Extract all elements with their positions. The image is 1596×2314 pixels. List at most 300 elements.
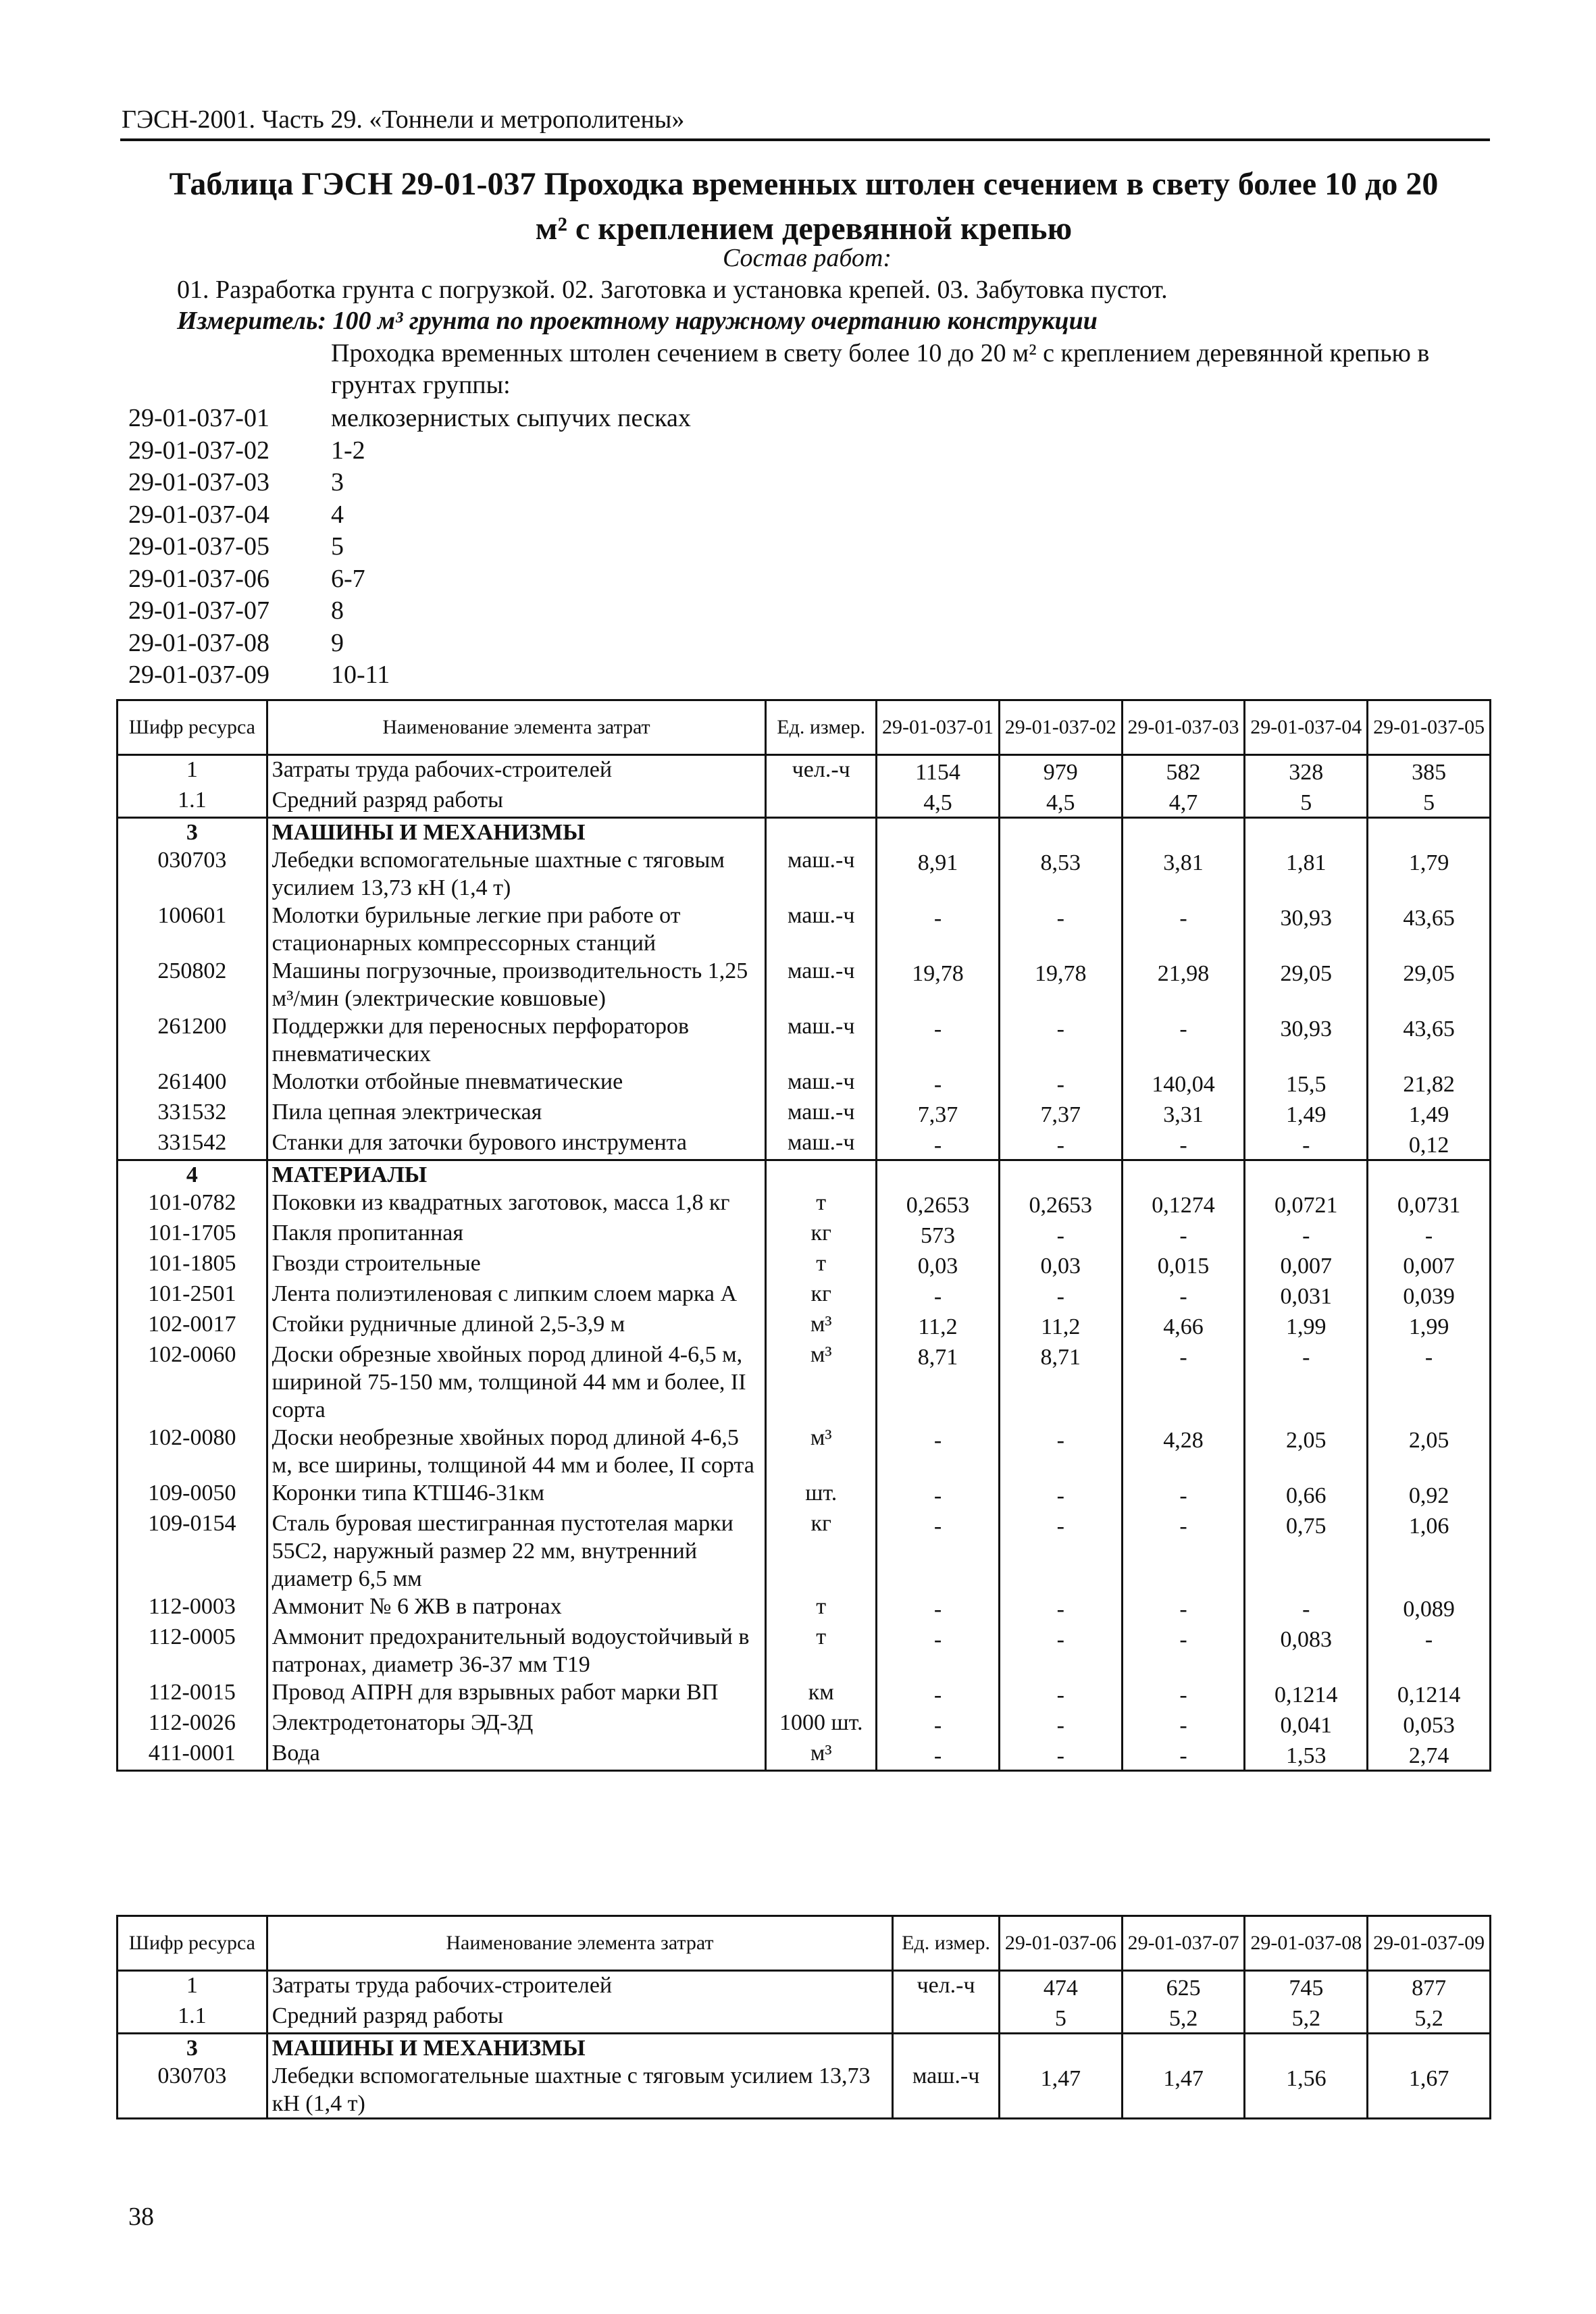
value-cell: - — [1122, 1280, 1245, 1310]
code-list-item — [128, 563, 691, 596]
code-number: 29-01-037-06 — [128, 564, 269, 593]
value-cell — [1245, 818, 1368, 847]
value-cell: 2,05 — [1245, 1424, 1368, 1479]
table-row — [118, 1160, 1491, 1189]
table-row — [118, 1250, 1491, 1280]
table-row — [118, 1424, 1491, 1479]
resource-table-1 — [116, 699, 1491, 1772]
resource-name: Машины погрузочные, производительность 1,25 м³/мин (электрические ковшовые) — [267, 957, 766, 1012]
unit — [893, 2002, 1000, 2034]
value-cell: - — [1122, 1623, 1245, 1678]
value-cell — [999, 2034, 1122, 2063]
unit: т — [766, 1593, 877, 1623]
value-cell: - — [1245, 1219, 1368, 1250]
unit: чел.-ч — [766, 755, 877, 787]
table-header-row — [118, 700, 1491, 755]
value-cell: 1,49 — [1368, 1098, 1491, 1129]
value-cell: - — [1245, 1129, 1368, 1160]
code-description: 8 — [331, 596, 344, 625]
value-cell: 4,5 — [877, 786, 1000, 818]
value-cell: - — [999, 1424, 1122, 1479]
code-description: 1-2 — [331, 436, 365, 465]
column-header: Наименование элемента затрат — [267, 1916, 892, 1971]
value-cell: 0,03 — [999, 1250, 1122, 1280]
value-cell: - — [1122, 902, 1245, 957]
resource-name: Аммонит № 6 ЖВ в патронах — [267, 1593, 766, 1623]
value-cell — [1122, 2034, 1245, 2063]
resource-name: Лебедки вспомогательные шахтные с тяговым усилием 13,73 кН (1,4 т) — [267, 846, 766, 902]
resource-code: 3 — [118, 818, 267, 847]
unit — [893, 2034, 1000, 2063]
value-cell: - — [1368, 1219, 1491, 1250]
value-cell: - — [877, 1623, 1000, 1678]
value-cell: 4,5 — [999, 786, 1122, 818]
value-cell: 4,28 — [1122, 1424, 1245, 1479]
value-cell — [1245, 1160, 1368, 1189]
code-list-item — [128, 435, 691, 467]
unit — [766, 786, 877, 818]
table-row — [118, 1479, 1491, 1510]
code-description: 4 — [331, 500, 344, 529]
value-cell: - — [877, 1129, 1000, 1160]
unit: м³ — [766, 1341, 877, 1424]
column-header: 29-01-037-09 — [1368, 1916, 1491, 1971]
resource-code: 102-0060 — [118, 1341, 267, 1424]
table-row — [118, 818, 1491, 847]
code-number: 29-01-037-04 — [128, 500, 269, 529]
value-cell: - — [1122, 1709, 1245, 1739]
value-cell: - — [877, 902, 1000, 957]
value-cell — [1122, 818, 1245, 847]
resource-code: 3 — [118, 2034, 267, 2063]
value-cell — [999, 818, 1122, 847]
value-cell: 0,015 — [1122, 1250, 1245, 1280]
resource-code: 1.1 — [118, 2002, 267, 2034]
resource-code: 100601 — [118, 902, 267, 957]
code-description: 6-7 — [331, 564, 365, 593]
value-cell: - — [1245, 1341, 1368, 1424]
table-row — [118, 1341, 1491, 1424]
table-header-row — [118, 1916, 1491, 1971]
header-rule — [120, 138, 1490, 141]
resource-name: Гвозди строительные — [267, 1250, 766, 1280]
table-row — [118, 1510, 1491, 1593]
table-row — [118, 1739, 1491, 1771]
code-description: 10-11 — [331, 661, 390, 689]
value-cell: 0,007 — [1368, 1250, 1491, 1280]
value-cell: - — [999, 1739, 1122, 1771]
value-cell: 1,56 — [1245, 2062, 1368, 2119]
resource-code: 112-0015 — [118, 1678, 267, 1709]
table-row — [118, 1129, 1491, 1160]
value-cell: 1,99 — [1368, 1310, 1491, 1341]
work-composition: 01. Разработка грунта с погрузкой. 02. Заготовка и установка крепей. 03. Забутовка пустот. — [177, 276, 1168, 304]
resource-code: 112-0026 — [118, 1709, 267, 1739]
resource-name: Электродетонаторы ЭД-ЗД — [267, 1709, 766, 1739]
value-cell: 0,0721 — [1245, 1189, 1368, 1219]
table-row — [118, 1280, 1491, 1310]
code-number: 29-01-037-05 — [128, 532, 269, 561]
table-row — [118, 1219, 1491, 1250]
table-row — [118, 1709, 1491, 1739]
resource-code: 250802 — [118, 957, 267, 1012]
value-cell: 8,71 — [877, 1341, 1000, 1424]
resource-name: Станки для заточки бурового инструмента — [267, 1129, 766, 1160]
work-composition-label: Состав работ: — [722, 244, 892, 272]
code-list-item — [128, 595, 691, 627]
resource-name: Молотки бурильные легкие при работе от стационарных компрессорных станций — [267, 902, 766, 957]
column-header: 29-01-037-07 — [1122, 1916, 1245, 1971]
resource-code: 112-0003 — [118, 1593, 267, 1623]
value-cell — [877, 1160, 1000, 1189]
value-cell: 1,99 — [1245, 1310, 1368, 1341]
unit: кг — [766, 1280, 877, 1310]
value-cell: - — [1122, 1593, 1245, 1623]
value-cell: 3,31 — [1122, 1098, 1245, 1129]
value-cell: 8,53 — [999, 846, 1122, 902]
unit: м³ — [766, 1310, 877, 1341]
column-header: 29-01-037-02 — [999, 700, 1122, 755]
value-cell: 4,66 — [1122, 1310, 1245, 1341]
unit: чел.-ч — [893, 1971, 1000, 2003]
value-cell: 1,49 — [1245, 1098, 1368, 1129]
value-cell: - — [999, 1623, 1122, 1678]
column-header: Наименование элемента затрат — [267, 700, 766, 755]
code-list-item — [128, 403, 691, 435]
value-cell: 19,78 — [999, 957, 1122, 1012]
value-cell: - — [999, 1510, 1122, 1593]
value-cell: 7,37 — [877, 1098, 1000, 1129]
table-title — [118, 162, 1489, 251]
value-cell — [999, 1160, 1122, 1189]
value-cell: - — [1245, 1593, 1368, 1623]
value-cell: 0,031 — [1245, 1280, 1368, 1310]
unit: маш.-ч — [766, 1012, 877, 1068]
page-number: 38 — [128, 2203, 154, 2231]
value-cell: - — [999, 1012, 1122, 1068]
resource-code: 411-0001 — [118, 1739, 267, 1771]
resource-name: Коронки типа КТШ46-31км — [267, 1479, 766, 1510]
resource-table-2 — [116, 1915, 1491, 2119]
table-row — [118, 1593, 1491, 1623]
resource-code: 109-0050 — [118, 1479, 267, 1510]
unit: т — [766, 1189, 877, 1219]
value-cell: 21,82 — [1368, 1068, 1491, 1098]
value-cell: - — [999, 902, 1122, 957]
unit: маш.-ч — [766, 902, 877, 957]
resource-code: 101-2501 — [118, 1280, 267, 1310]
value-cell: 5 — [1368, 786, 1491, 818]
value-cell: 0,083 — [1245, 1623, 1368, 1678]
value-cell: - — [1122, 1129, 1245, 1160]
code-description: 3 — [331, 468, 344, 496]
value-cell: - — [877, 1739, 1000, 1771]
unit: т — [766, 1250, 877, 1280]
resource-name: МАШИНЫ И МЕХАНИЗМЫ — [267, 2034, 892, 2063]
table-row — [118, 1012, 1491, 1068]
unit: маш.-ч — [766, 957, 877, 1012]
value-cell: - — [877, 1709, 1000, 1739]
table-row — [118, 2062, 1491, 2119]
table-row — [118, 1623, 1491, 1678]
value-cell: 30,93 — [1245, 902, 1368, 957]
value-cell: - — [1122, 1678, 1245, 1709]
resource-name: МАТЕРИАЛЫ — [267, 1160, 766, 1189]
value-cell: 7,37 — [999, 1098, 1122, 1129]
column-header: 29-01-037-04 — [1245, 700, 1368, 755]
table-row — [118, 957, 1491, 1012]
table-row — [118, 786, 1491, 818]
value-cell: 5,2 — [1245, 2002, 1368, 2034]
value-cell — [877, 818, 1000, 847]
value-cell: 745 — [1245, 1971, 1368, 2003]
resource-name: Доски обрезные хвойных пород длиной 4-6,5 м, шириной 75-150 мм, толщиной 44 мм и более, II сорта — [267, 1341, 766, 1424]
value-cell: - — [999, 1709, 1122, 1739]
resource-code: 030703 — [118, 2062, 267, 2119]
value-cell: 0,041 — [1245, 1709, 1368, 1739]
table-row — [118, 1971, 1491, 2003]
unit: маш.-ч — [766, 1129, 877, 1160]
value-cell: 19,78 — [877, 957, 1000, 1012]
value-cell: - — [999, 1479, 1122, 1510]
value-cell: 1,47 — [1122, 2062, 1245, 2119]
code-list-item — [128, 499, 691, 532]
value-cell: 328 — [1245, 755, 1368, 787]
value-cell: 0,75 — [1245, 1510, 1368, 1593]
unit: км — [766, 1678, 877, 1709]
value-cell: - — [877, 1424, 1000, 1479]
value-cell: - — [1122, 1739, 1245, 1771]
title-line-2: м² с креплением деревянной крепью — [535, 211, 1073, 247]
resource-name: Средний разряд работы — [267, 2002, 892, 2034]
resource-name: Провод АПРН для взрывных работ марки ВП — [267, 1678, 766, 1709]
code-list — [128, 403, 691, 692]
resource-name: Затраты труда рабочих-строителей — [267, 1971, 892, 2003]
code-list-item — [128, 467, 691, 499]
unit: маш.-ч — [893, 2062, 1000, 2119]
table-row — [118, 1310, 1491, 1341]
table-row — [118, 755, 1491, 787]
code-description: 5 — [331, 532, 344, 561]
code-list-item — [128, 531, 691, 563]
value-cell: 8,71 — [999, 1341, 1122, 1424]
value-cell: - — [1122, 1012, 1245, 1068]
unit: маш.-ч — [766, 1098, 877, 1129]
value-cell: 11,2 — [999, 1310, 1122, 1341]
code-number: 29-01-037-07 — [128, 596, 269, 625]
value-cell: 0,089 — [1368, 1593, 1491, 1623]
resource-code: 101-1705 — [118, 1219, 267, 1250]
column-header: 29-01-037-05 — [1368, 700, 1491, 755]
value-cell: 979 — [999, 755, 1122, 787]
table-row — [118, 1189, 1491, 1219]
resource-code: 1 — [118, 755, 267, 787]
value-cell: - — [877, 1068, 1000, 1098]
value-cell: - — [999, 1129, 1122, 1160]
value-cell: 1,06 — [1368, 1510, 1491, 1593]
value-cell: - — [999, 1678, 1122, 1709]
value-cell: 877 — [1368, 1971, 1491, 2003]
value-cell: 0,053 — [1368, 1709, 1491, 1739]
value-cell: 0,039 — [1368, 1280, 1491, 1310]
title-line-1: Таблица ГЭСН 29-01-037 Проходка временных штолен сечением в свету более 10 до 20 — [169, 166, 1439, 202]
value-cell — [1122, 1160, 1245, 1189]
value-cell: 1,47 — [999, 2062, 1122, 2119]
value-cell: 43,65 — [1368, 902, 1491, 957]
code-description: мелкозернистых сыпучих песках — [331, 404, 691, 432]
resource-code: 102-0017 — [118, 1310, 267, 1341]
intro-text: Проходка временных штолен сечением в свету более 10 до 20 м² с креплением деревянной крепью в грунтах группы: — [331, 339, 1430, 399]
value-cell: 385 — [1368, 755, 1491, 787]
table-row — [118, 846, 1491, 902]
value-cell: 140,04 — [1122, 1068, 1245, 1098]
resource-name: Средний разряд работы — [267, 786, 766, 818]
resource-name: Поковки из квадратных заготовок, масса 1,8 кг — [267, 1189, 766, 1219]
table-row — [118, 1098, 1491, 1129]
unit: маш.-ч — [766, 1068, 877, 1098]
column-header: 29-01-037-03 — [1122, 700, 1245, 755]
resource-code: 4 — [118, 1160, 267, 1189]
code-number: 29-01-037-01 — [128, 404, 269, 432]
code-list-item — [128, 659, 691, 692]
resource-code: 261400 — [118, 1068, 267, 1098]
unit: м³ — [766, 1424, 877, 1479]
value-cell: 5 — [1245, 786, 1368, 818]
unit: м³ — [766, 1739, 877, 1771]
unit: т — [766, 1623, 877, 1678]
value-cell — [1245, 2034, 1368, 2063]
resource-name: Сталь буровая шестигранная пустотелая марки 55С2, наружный размер 22 мм, внутренний диаметр 6,5 мм — [267, 1510, 766, 1593]
value-cell: 2,05 — [1368, 1424, 1491, 1479]
column-header: 29-01-037-06 — [999, 1916, 1122, 1971]
table-row — [118, 1068, 1491, 1098]
value-cell: 0,2653 — [877, 1189, 1000, 1219]
column-header: 29-01-037-08 — [1245, 1916, 1368, 1971]
value-cell: 1,67 — [1368, 2062, 1491, 2119]
running-header: ГЭСН-2001. Часть 29. «Тоннели и метрополитены» — [122, 105, 685, 134]
value-cell: 3,81 — [1122, 846, 1245, 902]
value-cell: 1,53 — [1245, 1739, 1368, 1771]
resource-name: Затраты труда рабочих-строителей — [267, 755, 766, 787]
resource-code: 102-0080 — [118, 1424, 267, 1479]
unit: маш.-ч — [766, 846, 877, 902]
resource-name: Поддержки для переносных перфораторов пневматических — [267, 1012, 766, 1068]
code-description: 9 — [331, 628, 344, 657]
resource-code: 1 — [118, 1971, 267, 2003]
value-cell: 625 — [1122, 1971, 1245, 2003]
resource-name: Стойки рудничные длиной 2,5-3,9 м — [267, 1310, 766, 1341]
resource-name: Лебедки вспомогательные шахтные с тяговым усилием 13,73 кН (1,4 т) — [267, 2062, 892, 2119]
column-header: Ед. измер. — [766, 700, 877, 755]
value-cell: - — [999, 1219, 1122, 1250]
value-cell: - — [1122, 1219, 1245, 1250]
code-number: 29-01-037-03 — [128, 468, 269, 496]
value-cell: 474 — [999, 1971, 1122, 2003]
resource-code: 112-0005 — [118, 1623, 267, 1678]
value-cell — [1368, 2034, 1491, 2063]
value-cell: 0,1274 — [1122, 1189, 1245, 1219]
value-cell: 1154 — [877, 755, 1000, 787]
value-cell: 2,74 — [1368, 1739, 1491, 1771]
resource-code: 109-0154 — [118, 1510, 267, 1593]
value-cell: - — [999, 1068, 1122, 1098]
value-cell: - — [877, 1280, 1000, 1310]
resource-code: 101-0782 — [118, 1189, 267, 1219]
value-cell: - — [1368, 1341, 1491, 1424]
code-number: 29-01-037-09 — [128, 661, 269, 689]
resource-name: Доски необрезные хвойных пород длиной 4-6,5 м, все ширины, толщиной 44 мм и более, II сорта — [267, 1424, 766, 1479]
resource-code: 261200 — [118, 1012, 267, 1068]
column-header: 29-01-037-01 — [877, 700, 1000, 755]
value-cell: 0,1214 — [1245, 1678, 1368, 1709]
value-cell: 1,79 — [1368, 846, 1491, 902]
value-cell: 29,05 — [1368, 957, 1491, 1012]
value-cell: 0,12 — [1368, 1129, 1491, 1160]
value-cell: 0,2653 — [999, 1189, 1122, 1219]
value-cell: 8,91 — [877, 846, 1000, 902]
unit: кг — [766, 1219, 877, 1250]
table-row — [118, 1678, 1491, 1709]
column-header: Ед. измер. — [893, 1916, 1000, 1971]
value-cell: 0,92 — [1368, 1479, 1491, 1510]
unit — [766, 1160, 877, 1189]
resource-name: Вода — [267, 1739, 766, 1771]
value-cell: - — [877, 1510, 1000, 1593]
value-cell: 582 — [1122, 755, 1245, 787]
value-cell: 5 — [999, 2002, 1122, 2034]
value-cell: 1,81 — [1245, 846, 1368, 902]
value-cell: - — [877, 1593, 1000, 1623]
value-cell: 15,5 — [1245, 1068, 1368, 1098]
table-row — [118, 2002, 1491, 2034]
value-cell: 30,93 — [1245, 1012, 1368, 1068]
value-cell: 11,2 — [877, 1310, 1000, 1341]
resource-name: Аммонит предохранительный водоустойчивый в патронах, диаметр 36-37 мм Т19 — [267, 1623, 766, 1678]
value-cell: 0,03 — [877, 1250, 1000, 1280]
unit — [766, 818, 877, 847]
resource-code: 101-1805 — [118, 1250, 267, 1280]
measure-unit: Измеритель: 100 м³ грунта по проектному наружному очертанию конструкции — [177, 307, 1098, 335]
value-cell: - — [999, 1593, 1122, 1623]
code-number: 29-01-037-08 — [128, 628, 269, 657]
value-cell: - — [1122, 1479, 1245, 1510]
column-header: Шифр ресурса — [118, 1916, 267, 1971]
value-cell: - — [1122, 1341, 1245, 1424]
unit: 1000 шт. — [766, 1709, 877, 1739]
table-row — [118, 902, 1491, 957]
resource-name: Лента полиэтиленовая с липким слоем марка А — [267, 1280, 766, 1310]
value-cell — [1368, 1160, 1491, 1189]
value-cell: 4,7 — [1122, 786, 1245, 818]
resource-code: 1.1 — [118, 786, 267, 818]
value-cell: 573 — [877, 1219, 1000, 1250]
value-cell: - — [999, 1280, 1122, 1310]
value-cell — [1368, 818, 1491, 847]
value-cell: 5,2 — [1122, 2002, 1245, 2034]
value-cell: 5,2 — [1368, 2002, 1491, 2034]
resource-name: Молотки отбойные пневматические — [267, 1068, 766, 1098]
value-cell: - — [877, 1479, 1000, 1510]
value-cell: 0,1214 — [1368, 1678, 1491, 1709]
unit: кг — [766, 1510, 877, 1593]
resource-code: 331532 — [118, 1098, 267, 1129]
value-cell: 0,66 — [1245, 1479, 1368, 1510]
resource-name: МАШИНЫ И МЕХАНИЗМЫ — [267, 818, 766, 847]
code-list-item — [128, 627, 691, 660]
value-cell: 21,98 — [1122, 957, 1245, 1012]
resource-code: 030703 — [118, 846, 267, 902]
column-header: Шифр ресурса — [118, 700, 267, 755]
